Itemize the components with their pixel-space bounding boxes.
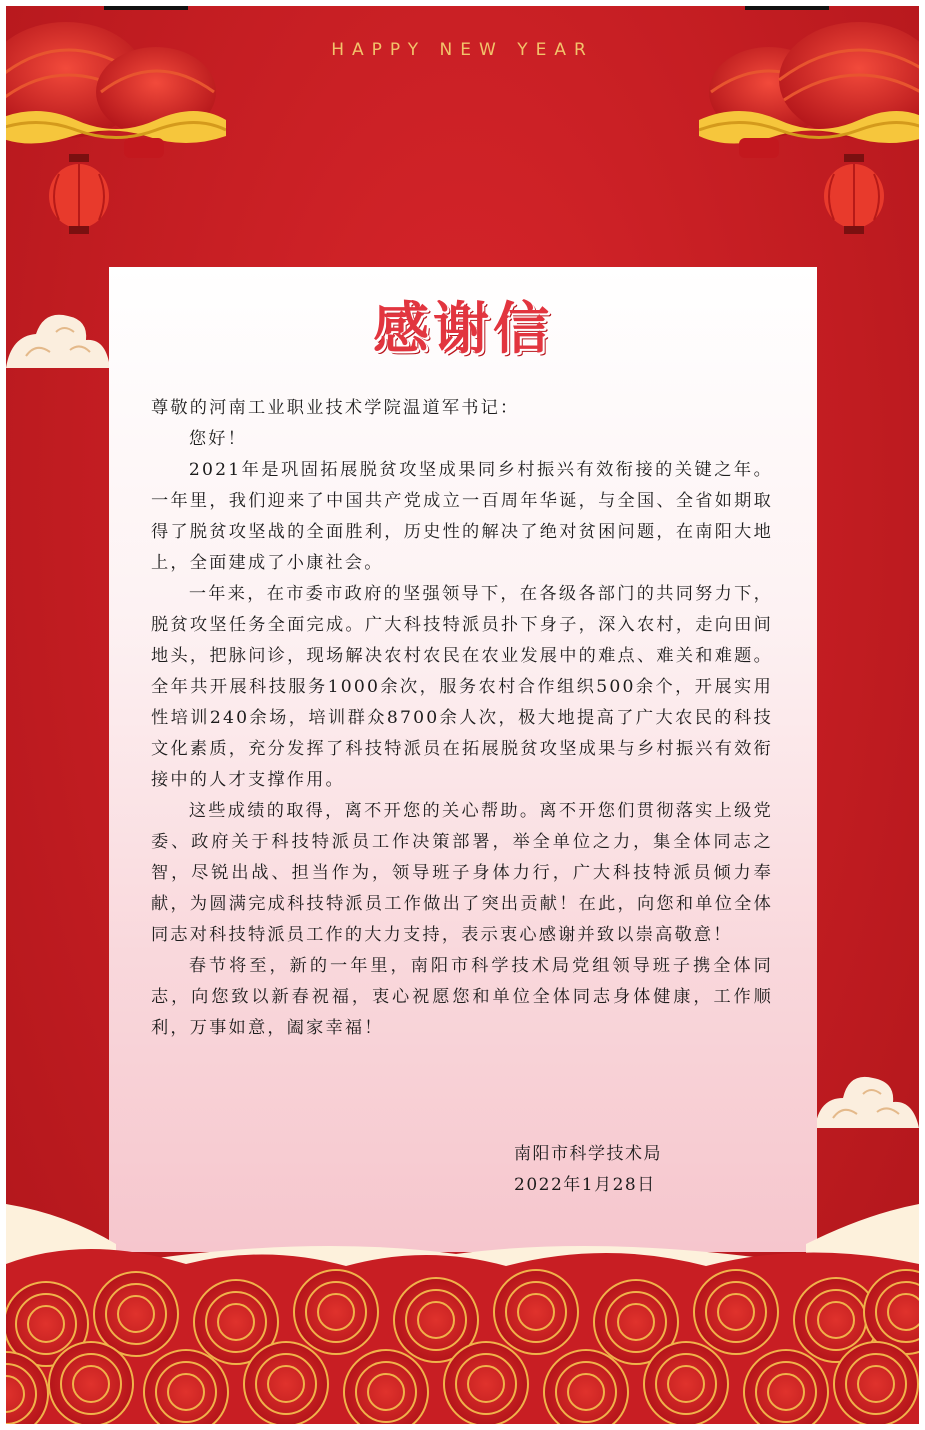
top-tab-left xyxy=(104,6,188,10)
letter-salutation: 尊敬的河南工业职业技术学院温道军书记： xyxy=(151,398,520,418)
letter-paragraph-4: 春节将至，新的一年里，南阳市科学技术局党组领导班子携全体同志，向您致以新春祝福，衷心祝愿您和单位全体同志身体健康，工作顺利，万事如意，阖家幸福！ xyxy=(151,956,773,1038)
poster-background xyxy=(6,6,919,1424)
letter-body xyxy=(151,393,773,1044)
letter-paragraph-3: 这些成绩的取得，离不开您的关心帮助。离不开您们贯彻落实上级党委、政府关于科技特派员工作决策部署，举全单位之力，集全体同志之智，尽锐出战、担当作为，领导班子身体力行，广大科技特派员倾力奉献，为圆满完成科技特派员工作做出了突出贡献！在此，向您和单位全体同志对科技特派员工作的大力支持，表示衷心感谢并致以崇高敬意！ xyxy=(151,801,773,945)
letter-hello: 您好！ xyxy=(188,429,247,449)
happy-new-year-header: HAPPY NEW YEAR xyxy=(331,40,594,60)
letter-paper xyxy=(109,267,817,1252)
signature-date: 2022年1月28日 xyxy=(514,1175,656,1195)
letter-title: 感谢信 xyxy=(373,296,553,362)
signature-organization: 南阳市科学技术局 xyxy=(514,1144,662,1164)
auspicious-cloud-left-icon xyxy=(6,306,116,376)
small-lantern-left-icon xyxy=(44,154,114,238)
letter-signature xyxy=(514,1139,662,1201)
lantern-cluster-left-icon xyxy=(6,20,226,170)
lantern-cluster-right-icon xyxy=(699,20,919,170)
bottom-swirl-waves-icon xyxy=(6,1204,919,1424)
small-lantern-right-icon xyxy=(819,154,889,238)
letter-paragraph-1: 2021年是巩固拓展脱贫攻坚成果同乡村振兴有效衔接的关键之年。一年里，我们迎来了中国共产党成立一百周年华诞，与全国、全省如期取得了脱贫攻坚战的全面胜利，历史性的解决了绝对贫困问题，在南阳大地上，全面建成了小康社会。 xyxy=(151,460,773,573)
top-tab-right xyxy=(745,6,829,10)
letter-paragraph-2: 一年来，在市委市政府的坚强领导下，在各级各部门的共同努力下，脱贫攻坚任务全面完成。广大科技特派员扑下身子，深入农村，走向田间地头，把脉问诊，现场解决农村农民在农业发展中的难点、难关和难题。全年共开展科技服务1000余次，服务农村合作组织500余个，开展实用性培训240余场，培训群众8700余人次，极大地提高了广大农民的科技文化素质，充分发挥了科技特派员在拓展脱贫攻坚成果与乡村振兴有效衔接中的人才支撑作用。 xyxy=(151,584,773,790)
auspicious-cloud-right-icon xyxy=(809,1066,919,1136)
